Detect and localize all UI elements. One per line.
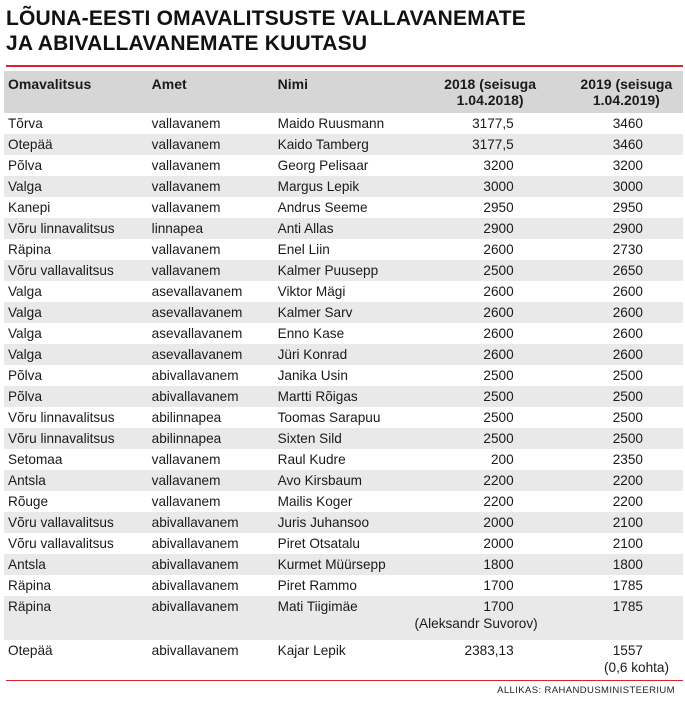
table-row [4, 302, 683, 323]
cell-y2019: 2730 [612, 242, 643, 257]
cell-y2018: 200 [490, 452, 514, 467]
cell-omavalitsus [4, 640, 148, 684]
cell-y2019 [554, 640, 683, 684]
cell-amet: linnapea [148, 218, 274, 239]
cell-y2018: 2600 [411, 344, 554, 365]
cell-y2019: 3000 [554, 176, 683, 197]
table-row [4, 533, 683, 554]
cell-y2019: 2950 [612, 200, 643, 215]
source-credit: ALLIKAS: RAHANDUSMINISTEERIUM [497, 685, 675, 696]
header-amet: Amet [148, 71, 274, 113]
cell-y2018-note: (Aleksandr Suvorov) [414, 616, 538, 631]
table-row [4, 470, 683, 491]
table-row [4, 281, 683, 302]
cell-y2019: 2200 [554, 470, 683, 491]
cell-y2019: 2600 [612, 326, 643, 341]
table-row [4, 260, 683, 281]
cell-amet: abivallavanem [151, 368, 239, 383]
title-line-1: LÕUNA-EESTI OMAVALITSUSTE VALLAVANEMATE [6, 7, 526, 30]
cell-y2018-value: 1700 [483, 599, 514, 614]
cell-amet: abivallavanem [151, 536, 239, 551]
cell-nimi [274, 596, 411, 640]
cell-y2019: 2200 [612, 494, 643, 509]
cell-omavalitsus: Valga [8, 326, 42, 341]
cell-y2018: 2500 [411, 386, 554, 407]
cell-nimi: Kalmer Sarv [274, 302, 411, 323]
cell-nimi: Andrus Seeme [277, 200, 368, 215]
cell-amet: vallavanem [151, 494, 221, 509]
cell-amet: abilinnapea [148, 428, 274, 449]
cell-omavalitsus: Rõuge [8, 494, 49, 509]
cell-omavalitsus-value: Räpina [8, 599, 52, 614]
cell-y2018: 3200 [483, 158, 514, 173]
cell-y2018: 3000 [411, 176, 554, 197]
cell-y2019-value: 1557 [612, 643, 643, 658]
header-2019-line2: 1.04.2019) [592, 92, 660, 108]
cell-nimi: Georg Pelisaar [277, 158, 369, 173]
cell-omavalitsus: Valga [4, 344, 148, 365]
cell-amet: vallavanem [151, 158, 221, 173]
cell-y2019: 2100 [612, 536, 643, 551]
cell-nimi: Raul Kudre [277, 452, 346, 467]
cell-amet: vallavanem [151, 452, 221, 467]
cell-nimi: Enel Liin [277, 242, 330, 257]
cell-omavalitsus: Setomaa [8, 452, 63, 467]
cell-omavalitsus: Võru vallavalitsus [4, 260, 148, 281]
cell-y2018: 2600 [483, 326, 514, 341]
title-line-2: JA ABIVALLAVANEMATE KUUTASU [6, 32, 368, 55]
cell-nimi: Jüri Konrad [274, 344, 411, 365]
cell-amet: abivallavanem [148, 512, 274, 533]
header-2018 [411, 71, 554, 113]
cell-nimi: Maido Ruusmann [277, 116, 385, 131]
cell-amet: vallavanem [148, 470, 274, 491]
salary-table [4, 71, 683, 684]
cell-y2018: 2200 [411, 470, 554, 491]
cell-y2019: 2500 [554, 386, 683, 407]
cell-omavalitsus: Põlva [4, 386, 148, 407]
cell-omavalitsus: Antsla [4, 554, 148, 575]
page-title [6, 6, 676, 56]
cell-y2018: 2600 [411, 302, 554, 323]
cell-omavalitsus: Otepää [4, 134, 148, 155]
cell-nimi: Kurmet Müürsepp [274, 554, 411, 575]
cell-y2019: 3460 [612, 116, 643, 131]
header-2018-line2: 1.04.2018) [456, 92, 524, 108]
cell-amet: abivallavanem [148, 554, 274, 575]
table-row [4, 428, 683, 449]
cell-omavalitsus: Valga [8, 284, 42, 299]
cell-y2018: 2950 [483, 200, 514, 215]
cell-nimi: Mailis Koger [277, 494, 353, 509]
cell-y2019: 3460 [554, 134, 683, 155]
cell-y2019: 2500 [554, 428, 683, 449]
cell-y2019 [554, 596, 683, 640]
cell-amet [148, 640, 274, 684]
cell-y2018: 3177,5 [472, 116, 514, 131]
cell-amet: vallavanem [151, 200, 221, 215]
cell-nimi: Piret Rammo [277, 578, 357, 593]
cell-y2018: 1700 [483, 578, 514, 593]
cell-amet: vallavanem [151, 242, 221, 257]
cell-nimi: Enno Kase [277, 326, 345, 341]
cell-y2019-note: (0,6 kohta) [604, 660, 669, 675]
table-header-row [4, 71, 683, 113]
cell-y2019: 2500 [612, 368, 643, 383]
cell-y2019: 1800 [554, 554, 683, 575]
cell-y2018: 2500 [411, 428, 554, 449]
cell-amet: asevallavanem [151, 326, 243, 341]
table-body [4, 113, 683, 684]
header-2018-line1: 2018 (seisuga [444, 76, 537, 92]
table-row [4, 491, 683, 512]
cell-omavalitsus: Räpina [8, 578, 52, 593]
cell-nimi: Margus Lepik [274, 176, 411, 197]
cell-y2018: 2500 [483, 410, 514, 425]
cell-nimi-value: Kajar Lepik [277, 643, 346, 658]
table-row [4, 176, 683, 197]
table-row [4, 407, 683, 428]
cell-y2018: 3177,5 [411, 134, 554, 155]
table-row [4, 365, 683, 386]
table-row [4, 596, 683, 640]
cell-amet: vallavanem [151, 116, 221, 131]
table-row [4, 323, 683, 344]
cell-nimi: Avo Kirsbaum [274, 470, 411, 491]
cell-amet-value: abivallavanem [151, 599, 239, 614]
cell-y2018: 2900 [411, 218, 554, 239]
cell-y2018: 2000 [411, 512, 554, 533]
table-row [4, 512, 683, 533]
cell-nimi: Piret Otsatalu [277, 536, 360, 551]
table-row [4, 197, 683, 218]
cell-y2018 [411, 596, 554, 640]
cell-amet: asevallavanem [151, 284, 243, 299]
cell-omavalitsus: Põlva [8, 368, 43, 383]
cell-amet-value: abivallavanem [151, 643, 239, 658]
cell-y2018: 2500 [411, 260, 554, 281]
table-row [4, 386, 683, 407]
cell-amet: abilinnapea [151, 410, 222, 425]
cell-nimi: Kalmer Puusepp [274, 260, 411, 281]
table-row [4, 134, 683, 155]
table-row [4, 218, 683, 239]
cell-nimi: Martti Rõigas [274, 386, 411, 407]
header-2019-line1: 2019 (seisuga [580, 76, 673, 92]
cell-nimi: Janika Usin [277, 368, 348, 383]
cell-amet: vallavanem [148, 176, 274, 197]
table-row [4, 575, 683, 596]
cell-y2018: 2600 [483, 284, 514, 299]
cell-y2019: 3200 [612, 158, 643, 173]
cell-y2019: 2600 [612, 284, 643, 299]
table-row [4, 554, 683, 575]
bottom-divider [6, 680, 683, 681]
cell-y2019: 2600 [554, 302, 683, 323]
cell-omavalitsus: Räpina [8, 242, 52, 257]
cell-amet: abivallavanem [151, 578, 239, 593]
cell-amet [148, 596, 274, 640]
cell-nimi-value: Mati Tiigimäe [277, 599, 358, 614]
cell-nimi: Toomas Sarapuu [277, 410, 381, 425]
cell-y2019: 2650 [554, 260, 683, 281]
cell-amet: abivallavanem [148, 386, 274, 407]
cell-y2018: 2600 [483, 242, 514, 257]
cell-y2019: 2900 [554, 218, 683, 239]
cell-nimi: Juris Juhansoo [274, 512, 411, 533]
cell-omavalitsus: Võru vallavalitsus [8, 536, 114, 551]
cell-omavalitsus: Tõrva [8, 116, 43, 131]
cell-y2019: 2500 [612, 410, 643, 425]
cell-nimi: Kaido Tamberg [274, 134, 411, 155]
cell-y2018: 2200 [483, 494, 514, 509]
cell-nimi: Viktor Mägi [277, 284, 346, 299]
table-row [4, 640, 683, 684]
cell-y2019-value: 1785 [612, 599, 643, 614]
cell-omavalitsus-value: Otepää [8, 643, 53, 658]
header-2019 [554, 71, 683, 113]
cell-nimi [274, 640, 411, 684]
table-row [4, 113, 683, 134]
cell-nimi: Anti Allas [274, 218, 411, 239]
table-row [4, 239, 683, 260]
cell-y2018: 1800 [411, 554, 554, 575]
cell-omavalitsus: Võru linnavalitsus [8, 410, 115, 425]
cell-y2018 [411, 640, 554, 684]
cell-omavalitsus: Võru vallavalitsus [4, 512, 148, 533]
cell-omavalitsus: Valga [4, 176, 148, 197]
cell-amet: vallavanem [148, 260, 274, 281]
cell-y2019: 2100 [554, 512, 683, 533]
cell-omavalitsus: Kanepi [8, 200, 51, 215]
cell-y2018-value: 2383,13 [464, 643, 514, 658]
cell-omavalitsus: Võru linnavalitsus [4, 218, 148, 239]
cell-amet: asevallavanem [148, 302, 274, 323]
cell-omavalitsus: Antsla [4, 470, 148, 491]
cell-nimi: Sixten Sild [274, 428, 411, 449]
cell-y2019: 2600 [554, 344, 683, 365]
header-nimi: Nimi [274, 71, 411, 113]
cell-amet: vallavanem [148, 134, 274, 155]
table-row [4, 155, 683, 176]
cell-omavalitsus: Põlva [8, 158, 43, 173]
cell-y2019: 2350 [612, 452, 643, 467]
title-divider [6, 65, 683, 67]
cell-y2019: 1785 [612, 578, 643, 593]
cell-y2018: 2000 [483, 536, 514, 551]
cell-y2018: 2500 [483, 368, 514, 383]
cell-omavalitsus [4, 596, 148, 640]
table-row [4, 344, 683, 365]
table-row [4, 449, 683, 470]
cell-omavalitsus: Võru linnavalitsus [4, 428, 148, 449]
header-omavalitsus: Omavalitsus [4, 71, 148, 113]
cell-amet: asevallavanem [148, 344, 274, 365]
cell-omavalitsus: Valga [4, 302, 148, 323]
